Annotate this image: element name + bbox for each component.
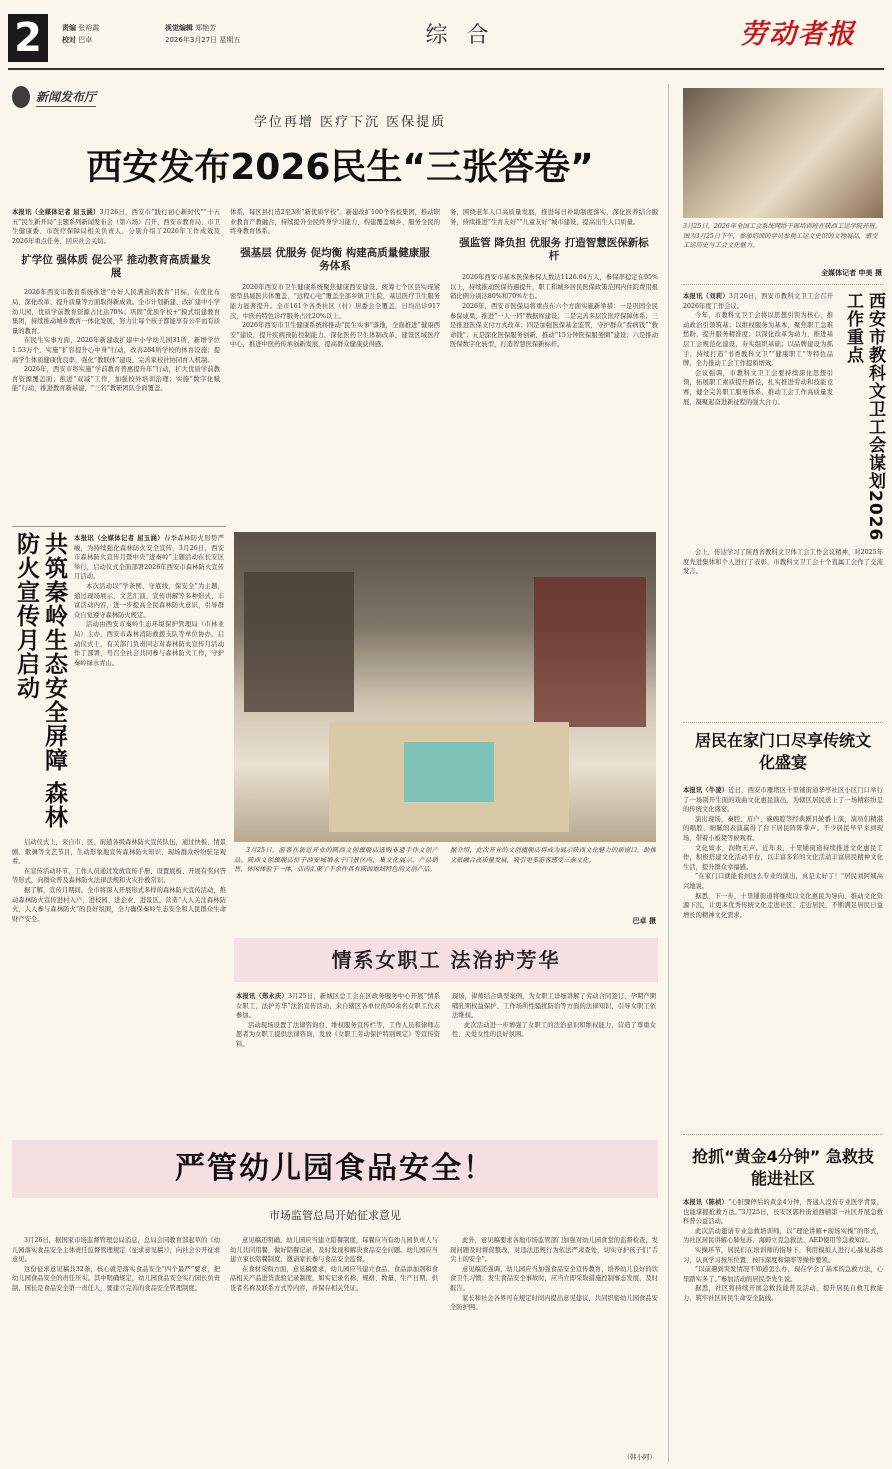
visual-label: 视觉编辑	[165, 24, 193, 32]
kinder-para: 这份征求意见稿共32条，核心就是落实食品安全“四个最严”要求，把幼儿园食品安全的责任压实。其中明确规定，幼儿园食品安全实行园长负责制，园长是食品安全第一责任人，要建立完善的食品安全管理制度。	[12, 1265, 220, 1292]
kinder-headline-band	[12, 1140, 658, 1198]
kinder-col-3	[450, 1236, 658, 1450]
firstaid-para: “心脏骤停后的黄金4分钟，普通人没有专业医学背景，也能掌握抢救方法。”3月25日，长安区郭杜街道西辅第一社区开展急救科普公益活动。	[683, 1199, 883, 1226]
kinder-headline: 严管幼儿园食品安全！	[175, 1151, 495, 1186]
masthead-logo: 劳动者报	[740, 19, 856, 50]
center-photo-shelf	[244, 572, 354, 712]
culture-divider	[683, 722, 883, 723]
column-rule	[668, 84, 669, 1462]
center-photo	[234, 532, 656, 842]
lead-kicker: 学位再增 医疗下沉 医保提质	[253, 115, 447, 130]
editor-label: 责编	[62, 24, 76, 32]
firstaid-body	[683, 1198, 883, 1462]
proof-label: 校对	[62, 36, 76, 44]
forest-para: 在宣传活动环节，工作人员通过发放宣传手册、设置展板、开展有奖问答等形式，向群众普及森林防火法律法规和火灾扑救常识。	[12, 867, 226, 885]
culture-headline: 居民在家门口尽享传统文化盛宴	[694, 731, 871, 772]
center-caption-right	[450, 846, 656, 916]
women-col-1	[236, 992, 440, 1118]
lead-subhead-insurance: 强监管 降负担 优服务 打造智慧医保新标杆	[459, 237, 649, 263]
forest-para: 活动由西安市秦岭生态环境保护管理局（市林业局）主办，西安市森林消防救援支队等单位协办。启动仪式上，有关部门负责同志对森林防火宣传月活动作了部署，号召全社会共同参与森林防火工作，守护秦岭绿水青山。	[74, 621, 224, 667]
culture-para: “在家门口就能看到这么专业的演出，真是太好了！”居民刘阿姨高兴地说。	[683, 873, 883, 890]
kinder-para: 此外，意见稿要求各地市场监管部门加强对幼儿园食堂的监督检查，发现问题及时督促整改，对违法违规行为依法严肃查处，切实守护孩子们“舌尖上的安全”。	[450, 1237, 658, 1264]
kinder-para: 在食材采购方面，意见稿要求，幼儿园应当建立食品、食品添加剂和食品相关产品进货查验记录制度，如实记录名称、规格、数量、生产日期、供货者名称及联系方式等内容，并保存相关凭证。	[230, 1265, 438, 1292]
work-para: 3月26日，西安市教科文卫工会召开2026年度工作会议。	[683, 293, 833, 310]
firstaid-headline: 抢抓“黄金4分钟” 急救技能进社区	[692, 1147, 874, 1188]
right-photo-caption-text: 3月25日，2026年全国工会系统网络干部培训班在陕西工运学院开班。图为3月25日下午，参加培训的学员参观工运文史馆的文物展品，感受工运历史与工会文化魅力。	[683, 223, 882, 250]
forest-body-bottom	[12, 838, 226, 1138]
page-header	[0, 0, 892, 76]
header-rule	[8, 68, 884, 70]
left-divider	[12, 526, 226, 527]
firstaid-divider	[683, 1134, 883, 1135]
firstaid-para: “以前遇到突发情况不知道怎么办，现在学会了基本的急救方法，心里踏实多了。”参加活动的居民李先生说。	[683, 1266, 883, 1283]
center-photo-credit: 巴卓 摄	[632, 917, 656, 925]
lead-col1-para: 在民生实事方面，2026年新建改扩建中小学幼儿园31所，新增学位1.53万个，实施“扩容提升心中身”行动，改善264所学校的体育设施；提高学生体质健康优良率，强化“教联体”建设，完善家校社协同育人机制。	[12, 337, 220, 364]
center-caption-left	[234, 846, 438, 930]
forest-para: 启动仪式上，来自市、区、街道各级森林防火宣传队伍，通过快板、情景剧、歌舞等文艺节目，生动形象地宣传森林防火知识，现场群众纷纷驻足观看。	[12, 839, 226, 866]
forest-para: 据了解，宣传月期间，全市将深入开展形式多样的森林防火宣传活动，推动森林防火宣传进村入户、进校园、进企业、进景区，营造“人人关注森林防火、人人参与森林防火”的良好氛围，全力确保秦岭生态安全和人民群众生命财产安全。	[12, 886, 226, 923]
microphone-icon	[12, 86, 30, 108]
women-para: 现场，律师结合典型案例，为女职工详细讲解了劳动合同签订、孕期产期哺乳期权益保护、工作场所性骚扰防治等方面的法律知识，引导女职工依法维权。	[452, 993, 656, 1020]
work-byline: 本报讯（刘莉）	[683, 293, 729, 300]
editor-name: 张裕霞	[78, 24, 100, 32]
culture-para: 近日，西安市雁塔区十里铺街道华亭社区小区门口举行了一场别开生面的戏曲文化惠民演出，为辖区居民送上了一场精彩纷呈的传统文化盛宴。	[683, 787, 883, 814]
center-caption-text-2: 据介绍，此次开业的文创旗舰店将成为展示陕西文化魅力的新窗口，助推文旅融合高质量发展，吸引更多游客感受三秦文化。	[450, 847, 656, 864]
culture-body	[683, 786, 883, 1116]
lead-subhead-health: 强基层 优服务 促均衡 构建高质量健康服务体系	[240, 246, 430, 272]
firstaid-para: 此次活动邀请专业急救培训师，以“理论讲解+现场实操”的形式，为社区居民讲解心肺复苏、海姆立克急救法、AED使用等急救知识。	[683, 1227, 883, 1245]
work-para: 会上，传达学习了陕西省教科文卫体工会工作会议精神，对2025年度先进集体和个人进行了表彰，市教科文卫工会十个直属工会作了交流发言。	[683, 549, 883, 576]
lead-col3-para: 务，围绕老年人口高质量发展，推进每日补助制度落实，深化医养结合服务，持续推进“生育友好”“儿童友好”城市建设，提高出生人口质量。	[450, 209, 658, 226]
kinder-para: 意见稿还强调，幼儿园应当加强食品安全宣传教育，培养幼儿良好的饮食卫生习惯；发生食品安全事故时，应当立即采取措施控制事态发展，及时报告。	[450, 1265, 658, 1292]
women-para: 活动现场设置了法律咨询台、维权服务宣传栏等，工作人员和律师志愿者为女职工提供法律咨询，发放《女职工劳动保护特别规定》等宣传资料。	[236, 1021, 440, 1048]
forest-para: 春季森林防火形势严峻，为持续强化森林防火安全宣传，3月26日，西安市森林防火宣传月暨中央“进秦岭”主题活动在长安区举行，启动仪式全面部署2026年西安市森林防火宣传月活动。	[74, 535, 224, 581]
women-para: 3月25日，新城区总工会在区政务服务中心开展“情系女职工，法护芳华”法治宣传活动，来自辖区各单位的50余名女职工代表参加。	[236, 993, 440, 1020]
work-para: 今年，市教科文卫工会将以思想引领为核心，推动政治引领筑基；以维权服务为基本，聚焦职工急难愁盼，提升服务精准度；以深化改革为动力，推进基层工会规范化建设，夯实组织基础；以品牌建设为抓手，持续打造“书香教科文卫”“健康职工”等特色品牌，全力推动工会工作提质增效。	[683, 312, 833, 368]
kinder-para: 家长和社会各界可在规定时间内提出意见建议，共同织密幼儿园食品安全防护网。	[450, 1294, 658, 1312]
lead-col-1	[12, 208, 220, 520]
forest-para: 本次活动以“学条例、守底线，保安全”为主题，通过现场展示、文艺汇演、宣传讲解等多种形式，丰富活动内容，进一步提高全民森林防火意识，引导群众自觉遵守森林防火规定。	[74, 582, 224, 619]
kinder-col-1	[12, 1236, 220, 1462]
women-col-2	[452, 992, 656, 1118]
lead-col-3	[450, 208, 658, 520]
work-para: 会议强调，市教科文卫工会要持续深化思想引领，拓展职工素质提升路径，扎实推进劳动和技能竞赛，健全完善职工服务体系，推动工会工作高质量发展，凝聚起奋进新征程的强大合力。	[683, 369, 833, 406]
culture-para: 文化如水，润物无声。近年来，十里铺街道持续推进文化惠民工作，积极搭建文化活动平台，以丰富多彩的文化活动丰富居民精神文化生活，提升群众幸福感。	[683, 844, 883, 871]
right-top-photo	[683, 88, 883, 218]
lead-col1-para: 2026年，西安市将实施“学前教育普惠提升年”行动，扩大优质学前教育资源覆盖面；推进“双减”工作，加强校外培训治理；实施“数字化赋能”行动，推进教育新基建，“三名”教研团队全面覆盖。	[12, 366, 220, 393]
kinder-deck: 市场监管总局开始征求意见	[269, 1209, 401, 1222]
column-badge-label: 新闻发布厅	[36, 88, 96, 107]
kinder-para: 意见稿还明确，幼儿园应当建立陪餐制度，每餐应当有幼儿园负责人与幼儿共同用餐，做好陪餐记录，及时发现和解决食品安全问题。幼儿园应当建立家长陪餐制度，邀请家长参与食品安全监督。	[230, 1237, 438, 1264]
women-headline: 情系女职工 法治护芳华	[331, 948, 561, 972]
work-body-cont	[683, 548, 883, 718]
right-photo-credit: 全媒体记者 申美 摄	[821, 269, 882, 277]
forest-headline: 共筑秦岭生态安全屏障 森林防火宣传月启动	[13, 532, 67, 830]
page-number: 2	[8, 14, 48, 62]
lead-col2-para: 2026年西安市卫生健康系统将推动“民生实事”落地，全面推进“健康西安”建设，提升疾病预防控制能力，深化医药卫生体制改革，建设区域医疗中心，推进中医药传承创新发展，提高群众健康获得感。	[230, 322, 440, 349]
lead-subhead-education: 扩学位 强体质 促公平 推动教育高质量发展	[21, 254, 211, 280]
lead-col3-para: 2026年西安市基本医保参保人数达1126.04万人，参保率稳定在95%以上，持续推动医保待遇提升，职工和城乡居民医保政策范围内住院费用报销比例分别达80%和70%左右。	[450, 274, 658, 301]
visual-info	[165, 22, 335, 46]
lead-headline: 西安发布2026民生“三张答卷”	[86, 147, 594, 188]
work-headline: 西安市教科文卫工会谋划2026工作重点	[843, 292, 885, 542]
issue-date: 2026年3月27日 星期五	[165, 36, 241, 44]
firstaid-para: 实操环节，居民们在培训师的指导下，利用模拟人进行心肺复苏练习，认真学习按压位置、按压深度和频率等操作要领。	[683, 1246, 883, 1264]
firstaid-para: 据悉，社区将持续开展急救技能普及活动，提升居民自救互救能力，筑牢社区居民生命安全防线。	[683, 1285, 883, 1302]
culture-byline: 本报讯（牛凌）	[683, 787, 729, 794]
women-headline-band	[234, 938, 658, 982]
right-divider	[683, 284, 883, 285]
center-caption-text: 3月25日，游客在新近开业的陕西文创旗舰店选购非遗手作文创产品。陕西文创旗舰店位于西安城墙永宁门景区内，集文化展示、产品销售、休闲体验于一体，店内汇聚了千余件具有陕西地域特色的文创产品。	[234, 847, 438, 874]
forest-byline: 本报讯（全媒体记者 屈玉涵）	[74, 535, 164, 542]
lead-col2-para: 2026年西安市卫生健康系统聚焦健康西安建设，统筹七个区县实现紧密型县域医共体覆盖，“远程心电”覆盖全部乡镇卫生院，基层医疗卫生服务能力显著提升。全市161个各类社区（村）居委会全覆盖，日均出诊917次，中医药特色诊疗服务占比20%以上。	[230, 283, 440, 320]
center-photo-shelf	[534, 577, 646, 727]
lead-col-2	[230, 208, 440, 520]
women-byline: 本报讯（郑永庆）	[236, 993, 288, 1000]
visual-name: 郑艳芳	[195, 24, 217, 32]
lead-col1-para: 2026年西安市教育系统推进“办好人民满意的教育”目标，在优化布局、深化改革、提升质量等方面取得新成效。全市计划新建、改扩建中小学幼儿园，优质学前教育资源占比达70%；巩固“优质学校+”模式组建教育集团，持续推动城乡教育一体化发展，努力让每个孩子都能享有公平而有质量的教育。	[12, 289, 220, 335]
kinder-para: 3月26日，据国家市场监督管理总局消息，总局会同教育部起草的《幼儿园落实食品安全主体责任监督管理规定（征求意见稿）》，向社会公开征求意见。	[12, 1237, 220, 1264]
lead-col3-para: 2026年，西安市医保局将重点在六个方面实施新举措：一是巩固全民参保成果，推进“一人一档”数据库建设；二是完善多层次医疗保障体系；三是推进医保支付方式改革；四是加强医保基金监管，守护群众“看病钱”“救命钱”；五是深化医保服务创新，推动“15分钟医保服务圈”建设；六是推动医保数字化转型，打造智慧医保新标杆。	[450, 302, 658, 349]
lead-byline: 本报讯（全媒体记者 屈玉涵）	[12, 209, 100, 216]
culture-para: 演出现场，秦腔、眉户、碗碗腔等经典剧目轮番上演，演员们精湛的唱腔、细腻的表演赢得了台下居民阵阵掌声。不少居民早早来到现场，带着小板凳等候观看。	[683, 815, 883, 842]
kinder-credit: （韩小阿）	[623, 1453, 656, 1461]
forest-body-top	[74, 534, 224, 834]
lead-col2-para: 体系，每区县打造2至3所“新优质学校”。新建改扩100个名校集团，推动职业教育产教融合，持续提升全民终身学习能力，构建覆盖城乡、服务全民的终身教育体系。	[230, 209, 440, 236]
women-para: 此次活动进一步增强了女职工的法治意识和维权能力，营造了尊重女性、关爱女性的良好氛围。	[452, 1021, 656, 1039]
kinder-col-2	[230, 1236, 438, 1462]
firstaid-byline: 本报讯（陈祯）	[683, 1199, 728, 1206]
column-badge	[12, 84, 132, 110]
center-photo-giftbox	[404, 742, 494, 802]
proof-name: 巴卓	[78, 36, 93, 44]
section-title: 综 合	[425, 23, 495, 48]
lead-col1-para: 3月26日，西安市“践行初心新时代”“十五五”民生新开局”主题系列新闻发布会（第六场）召开，西安市教育局、市卫生健康委、市医疗保障局相关负责人，分别介绍了2026年工作成效及2026年重点任务，回应社会关切。	[12, 209, 220, 245]
culture-para: 据悉，下一步，十里铺街道将继续以文化惠民为导向，推动文化资源下沉，让更多优秀传统文化走进社区、走近居民，不断满足居民日益增长的精神文化需求。	[683, 892, 883, 919]
